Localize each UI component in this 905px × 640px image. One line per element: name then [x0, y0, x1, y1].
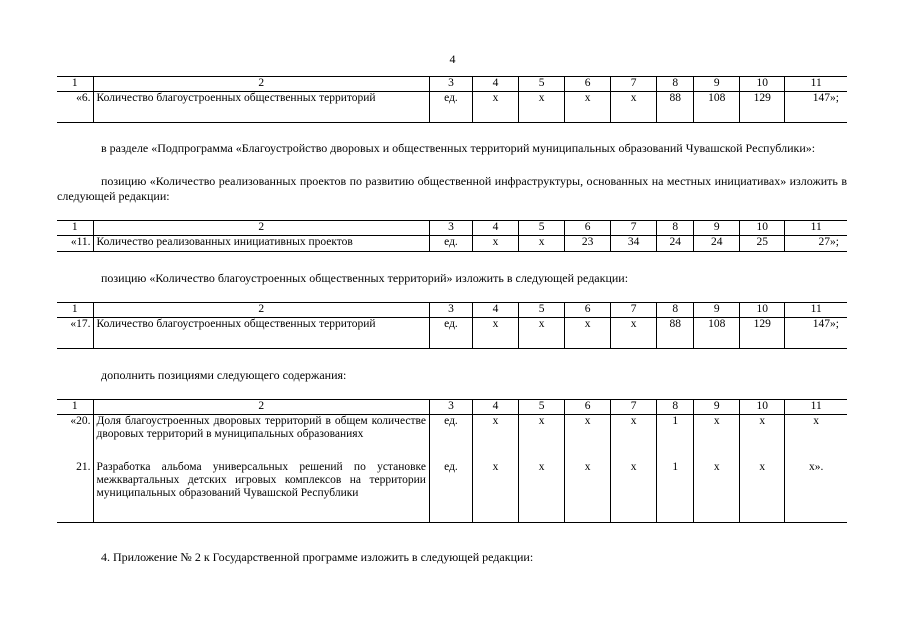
- col-header: 11: [785, 77, 847, 92]
- col-header: 4: [473, 77, 519, 92]
- cell: 108: [694, 92, 740, 123]
- col-header: 1: [57, 303, 93, 318]
- cell: x: [740, 415, 785, 461]
- cell: x: [519, 236, 565, 252]
- cell: 1: [657, 415, 694, 461]
- col-header: 4: [473, 221, 519, 236]
- col-header: 5: [519, 400, 565, 415]
- table-header-row: [57, 77, 847, 92]
- cell: x».: [785, 461, 847, 523]
- row-name: Количество реализованных инициативных проектов: [93, 236, 429, 252]
- table-header-row: [57, 303, 847, 318]
- col-header: 1: [57, 77, 93, 92]
- paragraph: дополнить позициями следующего содержания:: [101, 368, 347, 382]
- col-header: 8: [657, 303, 694, 318]
- cell: x: [565, 461, 611, 523]
- cell: x: [611, 461, 657, 523]
- row-number: «6.: [57, 92, 93, 123]
- col-header: 7: [611, 221, 657, 236]
- col-header: 7: [611, 77, 657, 92]
- row-number: «11.: [57, 236, 93, 252]
- col-header: 9: [694, 77, 740, 92]
- col-header: 7: [611, 400, 657, 415]
- col-header: 4: [473, 400, 519, 415]
- row-name: Количество благоустроенных общественных территорий: [93, 318, 429, 349]
- col-header: 11: [785, 303, 847, 318]
- cell: 129: [740, 318, 785, 349]
- col-header: 3: [429, 221, 472, 236]
- cell: x: [611, 92, 657, 123]
- col-header: 11: [785, 400, 847, 415]
- col-header: 10: [740, 303, 785, 318]
- cell: 34: [611, 236, 657, 252]
- table-header-row: [57, 400, 847, 415]
- cell: x: [519, 415, 565, 461]
- cell: x: [694, 461, 740, 523]
- col-header: 8: [657, 400, 694, 415]
- col-header: 2: [93, 77, 429, 92]
- table-1: [57, 76, 847, 123]
- cell: 88: [657, 318, 694, 349]
- page-number: 4: [449, 52, 456, 66]
- col-header: 8: [657, 221, 694, 236]
- paragraph: позицию «Количество реализованных проектов по развитию общественной инфраструктуры, основанных на местных инициативах» изложить в следующей редакции:: [57, 174, 847, 203]
- col-header: 4: [473, 303, 519, 318]
- col-header: 2: [93, 400, 429, 415]
- cell: 147»;: [785, 92, 847, 123]
- cell: 129: [740, 92, 785, 123]
- col-header: 9: [694, 400, 740, 415]
- cell: x: [611, 415, 657, 461]
- cell: 23: [565, 236, 611, 252]
- col-header: 6: [565, 303, 611, 318]
- cell: x: [473, 92, 519, 123]
- cell: 27»;: [785, 236, 847, 252]
- cell: x: [473, 236, 519, 252]
- col-header: 5: [519, 303, 565, 318]
- col-header: 3: [429, 400, 472, 415]
- cell: ед.: [429, 415, 472, 461]
- cell: ед.: [429, 318, 472, 349]
- col-header: 11: [785, 221, 847, 236]
- cell: 1: [657, 461, 694, 523]
- cell: 147»;: [785, 318, 847, 349]
- cell: 24: [657, 236, 694, 252]
- row-name: Разработка альбома универсальных решений по установке межквартальных детских игровых комплексов на территории муниципальных образований Чувашской Республики: [93, 461, 429, 523]
- col-header: 10: [740, 221, 785, 236]
- cell: x: [565, 318, 611, 349]
- cell: x: [740, 461, 785, 523]
- paragraph: 4. Приложение № 2 к Государственной программе изложить в следующей редакции:: [101, 550, 534, 564]
- col-header: 9: [694, 303, 740, 318]
- cell: x: [473, 415, 519, 461]
- col-header: 10: [740, 77, 785, 92]
- row-number: 21.: [57, 461, 93, 523]
- cell: x: [565, 415, 611, 461]
- cell: x: [473, 318, 519, 349]
- col-header: 3: [429, 303, 472, 318]
- cell: x: [694, 415, 740, 461]
- cell: ед.: [429, 92, 472, 123]
- table-row: [57, 318, 847, 349]
- table-2: [57, 220, 847, 252]
- cell: x: [519, 318, 565, 349]
- table-row: [57, 415, 847, 461]
- row-name: Доля благоустроенных дворовых территорий в общем количестве дворовых территорий в муниципальных образованиях: [93, 415, 429, 461]
- col-header: 2: [93, 221, 429, 236]
- cell: x: [473, 461, 519, 523]
- row-number: «20.: [70, 415, 91, 427]
- col-header: 2: [93, 303, 429, 318]
- table-row: [57, 236, 847, 252]
- table-row: [57, 92, 847, 123]
- cell: 88: [657, 92, 694, 123]
- cell: x: [785, 415, 847, 461]
- row-number: «17.: [57, 318, 93, 349]
- col-header: 7: [611, 303, 657, 318]
- cell: 24: [694, 236, 740, 252]
- cell: x: [519, 92, 565, 123]
- col-header: 6: [565, 400, 611, 415]
- row-name: Количество благоустроенных общественных территорий: [93, 92, 429, 123]
- cell: x: [519, 461, 565, 523]
- table-4: [57, 399, 847, 523]
- col-header: 9: [694, 221, 740, 236]
- paragraph: в разделе «Подпрограмма «Благоустройство дворовых и общественных территорий муниципальных образований Чувашской Республики»:: [101, 141, 816, 155]
- col-header: 3: [429, 77, 472, 92]
- table-header-row: [57, 221, 847, 236]
- paragraph: позицию «Количество благоустроенных общественных территорий» изложить в следующей редакции:: [101, 271, 629, 285]
- col-header: 10: [740, 400, 785, 415]
- col-header: 8: [657, 77, 694, 92]
- col-header: 1: [57, 221, 93, 236]
- col-header: 6: [565, 77, 611, 92]
- table-3: [57, 302, 847, 349]
- cell: 108: [694, 318, 740, 349]
- cell: x: [611, 318, 657, 349]
- col-header: 5: [519, 221, 565, 236]
- cell: ед.: [429, 236, 472, 252]
- cell: ед.: [429, 461, 472, 523]
- cell: 25: [740, 236, 785, 252]
- table-row: [57, 461, 847, 523]
- col-header: 6: [565, 221, 611, 236]
- cell: x: [565, 92, 611, 123]
- col-header: 1: [57, 400, 93, 415]
- col-header: 5: [519, 77, 565, 92]
